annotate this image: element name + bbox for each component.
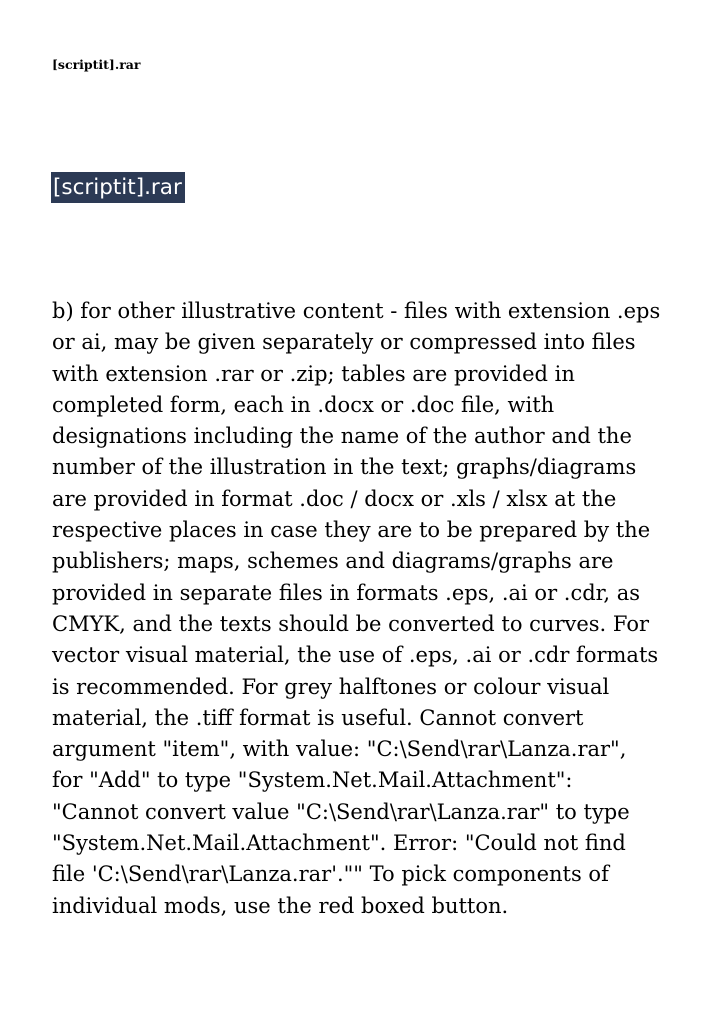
- body-line: with extension .rar or .zip; tables are provided in: [52, 361, 575, 386]
- body-line: are provided in format .doc / docx or .xls / xlsx at the: [52, 486, 617, 511]
- body-line: CMYK, and the texts should be converted to curves. For: [52, 611, 650, 636]
- body-line: number of the illustration in the text; graphs/diagrams: [52, 455, 637, 480]
- body-paragraph: [52, 296, 682, 922]
- body-line: completed form, each in .docx or .doc file, with: [52, 392, 555, 417]
- body-line: designations including the name of the author and the: [52, 424, 632, 449]
- body-line: respective places in case they are to be prepared by the: [52, 518, 651, 543]
- highlighted-title: [scriptit].rar: [51, 172, 185, 203]
- body-line: "Cannot convert value "C:\Send\rar\Lanza.rar" to type: [52, 799, 630, 824]
- body-line: vector visual material, the use of .eps, .ai or .cdr formats: [52, 643, 659, 668]
- body-line: "System.Net.Mail.Attachment". Error: "Could not find: [52, 831, 626, 856]
- body-line: b) for other illustrative content - files with extension .eps: [52, 299, 661, 323]
- body-line: is recommended. For grey halftones or colour visual: [52, 674, 610, 699]
- body-line: publishers; maps, schemes and diagrams/graphs are: [52, 549, 614, 574]
- body-line: individual mods, use the red boxed button.: [52, 893, 509, 918]
- running-header-title: [scriptit].rar: [52, 57, 141, 72]
- body-line: argument "item", with value: "C:\Send\rar\Lanza.rar",: [52, 737, 627, 762]
- body-line: material, the .tiff format is useful. Cannot convert: [52, 705, 584, 730]
- body-line: or ai, may be given separately or compressed into files: [52, 330, 636, 355]
- body-line: for "Add" to type "System.Net.Mail.Attachment":: [52, 768, 573, 793]
- body-line: provided in separate files in formats .eps, .ai or .cdr, as: [52, 580, 641, 605]
- body-line: file 'C:\Send\rar\Lanza.rar'."" To pick components of: [52, 862, 609, 887]
